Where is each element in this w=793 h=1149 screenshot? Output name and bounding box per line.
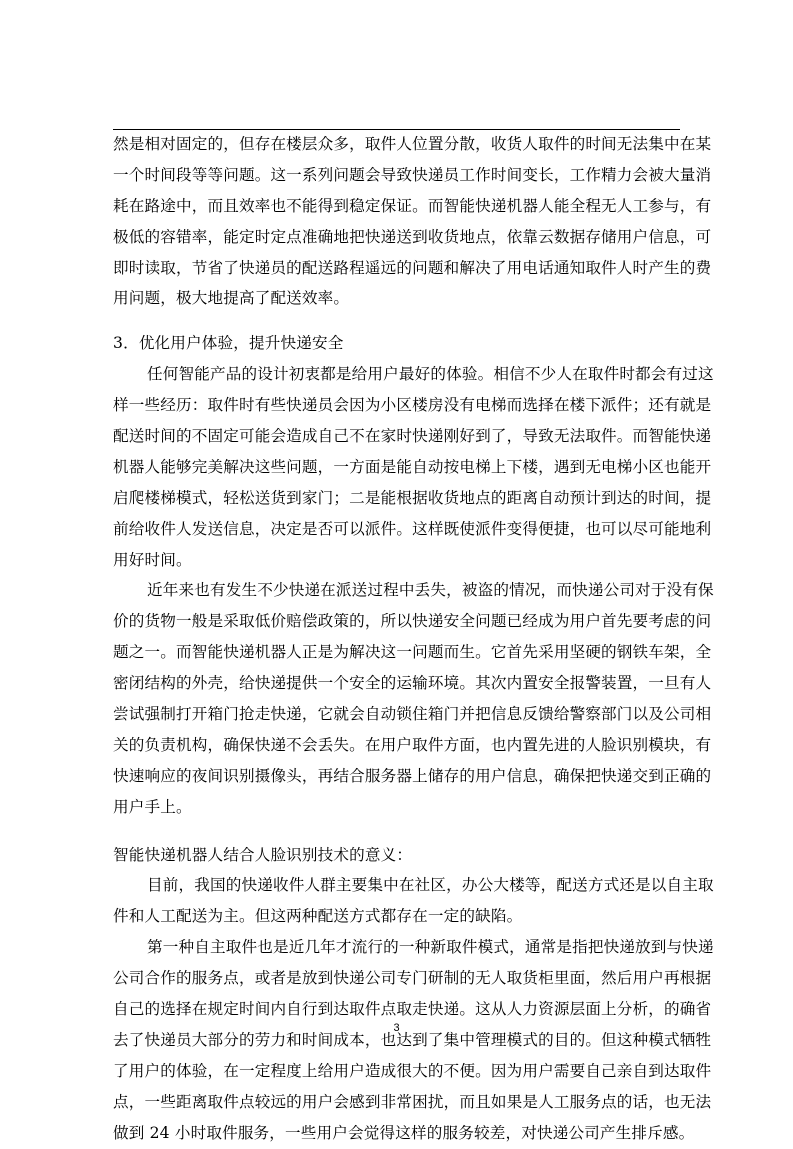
text-line: 用好时间。 <box>113 550 192 569</box>
text-line: 去了快递员大部分的劳力和时间成本，也达到了集中管理模式的目的。但这种模式牺牲 <box>113 1030 712 1049</box>
text-line: 用问题，极大地提高了配送效率。 <box>113 289 350 308</box>
text-line: 密闭结构的外壳，给快递提供一个安全的运输环境。其次内置安全报警装置，一旦有人 <box>113 674 712 693</box>
text-line: 一个时间段等等问题。这一系列问题会导致快递员工作时间变长，工作精力会被大量消 <box>113 165 712 184</box>
text-line: 任何智能产品的设计初衷都是给用户最好的体验。相信不少人在取件时都会有过这 <box>147 365 714 384</box>
text-line: 做到 24 小时取件服务，一些用户会觉得这样的服务较差，对快递公司产生排斥感。 <box>113 1123 695 1142</box>
text-line: 启爬楼梯模式，轻松送货到家门；二是能根据收货地点的距离自动预计到达的时间，提 <box>113 488 712 507</box>
text-line: 用户手上。 <box>113 797 192 816</box>
text-line: 件和人工配送为主。但这两种配送方式都存在一定的缺陷。 <box>113 907 523 926</box>
text-line: 关的负责机构，确保快递不会丢失。在用户取件方面，也内置先进的人脸识别模块，有 <box>113 735 712 754</box>
text-line: 近年来也有发生不少快递在派送过程中丢失，被盗的情况，而快递公司对于没有保 <box>147 581 714 600</box>
text-line: 自己的选择在规定时间内自行到达取件点取走快递。这从人力资源层面上分析，的确省 <box>113 1000 712 1019</box>
text-line: 机器人能够完美解决这些问题，一方面是能自动按电梯上下楼，遇到无电梯小区也能开 <box>113 457 712 476</box>
text-line: 尝试强制打开箱门抢走快递，它就会自动锁住箱门并把信息反馈给警察部门以及公司相 <box>113 705 712 724</box>
text-line: 配送时间的不固定可能会造成自己不在家时快递刚好到了，导致无法取件。而智能快递 <box>113 427 712 446</box>
text-line: 公司合作的服务点，或者是放到快递公司专门研制的无人取货柜里面，然后用户再根据 <box>113 969 712 988</box>
text-line: 第一种自主取件也是近几年才流行的一种新取件模式，通常是指把快递放到与快递 <box>147 938 714 957</box>
text-line: 快速响应的夜间识别摄像头，再结合服务器上储存的用户信息，确保把快递交到正确的 <box>113 766 712 785</box>
text-line: 耗在路途中，而且效率也不能得到稳定保证。而智能快递机器人能全程无人工参与，有 <box>113 196 712 215</box>
text-line: 然是相对固定的，但存在楼层众多，取件人位置分散，收货人取件的时间无法集中在某 <box>113 135 712 153</box>
text-line: 前给收件人发送信息，决定是否可以派件。这样既使派件变得便捷，也可以尽可能地利 <box>113 519 712 538</box>
text-line: 题之一。而智能快递机器人正是为解决这一问题而生。它首先采用坚硬的钢铁车架，全 <box>113 643 712 662</box>
section-heading: 智能快递机器人结合人脸识别技术的意义： <box>113 845 413 864</box>
text-line: 点，一些距离取件点较远的用户会感到非常困扰，而且如果是人工服务点的话，也无法 <box>113 1092 712 1111</box>
text-line: 样一些经历：取件时有些快递员会因为小区楼房没有电梯而选择在楼下派件；还有就是 <box>113 396 712 415</box>
text-line: 价的货物一般是采取低价赔偿政策的，所以快递安全问题已经成为用户首先要考虑的问 <box>113 612 712 631</box>
paragraph-gap <box>113 314 680 328</box>
text-line: 了用户的体验，在一定程度上给用户造成很大的不便。因为用户需要自己亲自到达取件 <box>113 1061 712 1080</box>
body-text <box>113 129 714 1149</box>
text-line: 极低的容错率，能定时定点准确地把快递送到收货地点，依靠云数据存储用户信息，可 <box>113 227 712 246</box>
text-line: 目前，我国的快递收件人群主要集中在社区，办公大楼等，配送方式还是以自主取 <box>147 876 714 895</box>
section-heading: 3．优化用户体验，提升快递安全 <box>113 334 344 353</box>
text-line: 即时读取，节省了快递员的配送路程遥远的问题和解决了用电话通知取件人时产生的费 <box>113 258 712 277</box>
paragraph-gap <box>113 823 680 840</box>
page-number: 3 <box>393 1022 400 1034</box>
